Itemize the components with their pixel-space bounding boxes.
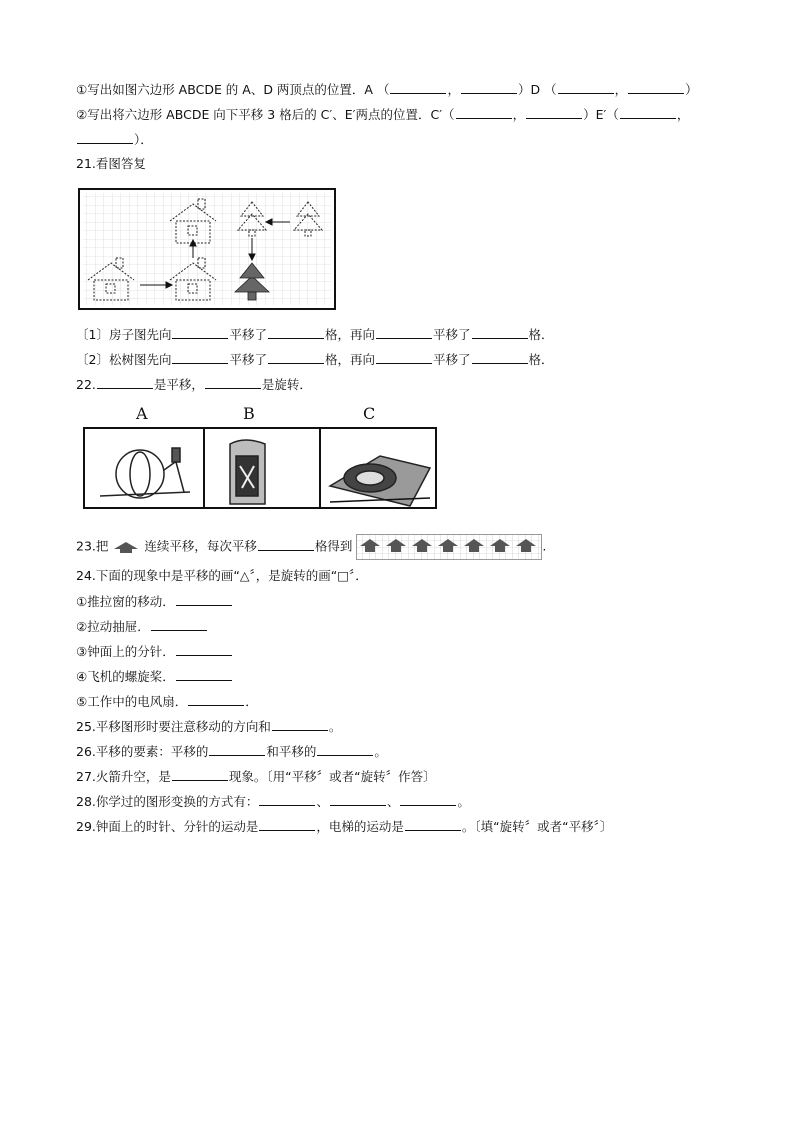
q21-text: 〔2〕松树图先向 <box>76 352 172 367</box>
q21-text: 格． <box>528 352 554 367</box>
q23-text: 格得到 <box>314 538 353 554</box>
label-a: A <box>136 404 148 423</box>
q26-text: 和平移的 <box>266 744 317 759</box>
label-c: C <box>363 404 376 423</box>
q21-p1 <box>76 325 554 344</box>
answer-blank[interactable] <box>405 817 461 831</box>
q28-text: 、 <box>316 794 329 809</box>
q21-text: 格，再向 <box>324 327 375 342</box>
roof-shape-icon <box>112 540 140 554</box>
answer-blank[interactable] <box>259 792 315 806</box>
answer-blank[interactable] <box>317 742 373 756</box>
q22-line <box>76 375 312 394</box>
answer-blank[interactable] <box>172 767 228 781</box>
q26-text: 。 <box>374 744 387 759</box>
answer-blank[interactable] <box>151 617 207 631</box>
answer-blank[interactable] <box>97 375 153 389</box>
q25-text: 。 <box>328 719 342 734</box>
label-b: B <box>243 404 255 423</box>
q24-item-text: ③钟面上的分针． <box>76 644 175 659</box>
q24-item-2 <box>76 617 208 636</box>
q20-text: ）E′（ <box>583 107 619 122</box>
answer-blank[interactable] <box>188 692 244 706</box>
q28-text: 。 <box>457 794 470 809</box>
q20-line2 <box>76 105 689 124</box>
answer-blank[interactable] <box>209 742 265 756</box>
answer-blank[interactable] <box>400 792 456 806</box>
q21-text: 平移了 <box>229 352 267 367</box>
answer-blank[interactable] <box>258 537 314 551</box>
q20-text: ）． <box>134 132 153 147</box>
q24-item-text: ④飞机的螺旋桨． <box>76 669 175 684</box>
answer-blank[interactable] <box>330 792 386 806</box>
q20-text: ， <box>676 107 690 122</box>
lottery-machine-icon <box>100 448 190 498</box>
q24-item-3 <box>76 642 233 661</box>
q20-line3 <box>76 130 153 149</box>
q20-text: ）D （ <box>517 82 557 97</box>
q22-text: 22. <box>76 377 96 392</box>
answer-blank[interactable] <box>390 80 446 94</box>
answer-blank[interactable] <box>628 80 684 94</box>
q20-text: ①写出如图六边形 ABCDE 的 A、D 两顶点的位置．A （ <box>76 82 390 97</box>
translated-roof-row <box>356 534 542 560</box>
q24-item-1 <box>76 592 233 611</box>
answer-blank[interactable] <box>620 105 676 119</box>
q21-text: 平移了 <box>433 352 471 367</box>
q24-item-text: ⑤工作中的电风扇． <box>76 694 188 709</box>
q20-text: ②写出将六边形 ABCDE 向下平移 3 格后的 C′、E′两点的位置．C′（ <box>76 107 455 122</box>
q21-text: 格． <box>528 327 554 342</box>
q24-item-5 <box>76 692 258 711</box>
answer-blank[interactable] <box>176 592 232 606</box>
q29-text: ，电梯的运动是 <box>316 819 404 834</box>
answer-blank[interactable] <box>205 375 261 389</box>
answer-blank[interactable] <box>77 130 133 144</box>
q21-title: 21.看图答复 <box>76 156 146 171</box>
answer-blank[interactable] <box>172 350 228 364</box>
q29-text: 。〔填“旋转〞或者“平移〞〕 <box>461 819 613 834</box>
q28-text: 28.你学过的图形变换的方式有： <box>76 794 259 809</box>
answer-blank[interactable] <box>558 80 614 94</box>
q21-text: 〔1〕房子图先向 <box>76 327 172 342</box>
answer-blank[interactable] <box>268 350 324 364</box>
answer-blank[interactable] <box>472 350 528 364</box>
q29-text: 29.钟面上的时针、分针的运动是 <box>76 819 259 834</box>
appliance-icon <box>230 440 265 504</box>
q27-line <box>76 767 436 786</box>
answer-blank[interactable] <box>526 105 582 119</box>
q21-text: 格，再向 <box>324 352 375 367</box>
answer-blank[interactable] <box>456 105 512 119</box>
abc-images <box>80 426 440 512</box>
answer-blank[interactable] <box>176 642 232 656</box>
q27-text: 27.火箭升空，是 <box>76 769 171 784</box>
q25-text: 25.平移图形时要注意移动的方向和 <box>76 719 271 734</box>
q28-line <box>76 792 470 811</box>
steering-wheel-icon <box>330 456 430 506</box>
answer-blank[interactable] <box>472 325 528 339</box>
q24-item-text: ①推拉窗的移动． <box>76 594 175 609</box>
answer-blank[interactable] <box>172 325 228 339</box>
q24-item-4 <box>76 667 233 686</box>
q22-text: 是平移， <box>153 377 204 392</box>
q28-text: 、 <box>386 794 400 809</box>
q23-text: 连续平移，每次平移 <box>144 538 257 554</box>
answer-blank[interactable] <box>461 80 517 94</box>
house-tree-grid-figure <box>78 188 336 310</box>
q26-text: 26.平移的要素：平移的 <box>76 744 209 759</box>
q20-text: ） <box>685 82 698 97</box>
answer-blank[interactable] <box>268 325 324 339</box>
q24-title: 24.下面的现象中是平移的画“△〞，是旋转的画“□〞． <box>76 568 368 583</box>
abc-picture-panel <box>80 404 440 512</box>
q24-text: ． <box>245 694 258 709</box>
q20-text: ， <box>614 82 628 97</box>
answer-blank[interactable] <box>272 717 328 731</box>
q23-text: . <box>542 538 547 554</box>
q21-p2 <box>76 350 554 369</box>
answer-blank[interactable] <box>176 667 232 681</box>
q21-text: 平移了 <box>229 327 267 342</box>
q26-line <box>76 742 387 761</box>
q29-line <box>76 817 612 836</box>
answer-blank[interactable] <box>259 817 315 831</box>
answer-blank[interactable] <box>376 325 432 339</box>
answer-blank[interactable] <box>376 350 432 364</box>
q20-text: ， <box>512 107 526 122</box>
q27-text: 现象。〔用“平移〞或者“旋转〞作答〕 <box>228 769 436 784</box>
q25-line <box>76 717 341 736</box>
q23-line <box>76 534 546 560</box>
q21-text: 平移了 <box>433 327 471 342</box>
q20-line1 <box>76 80 698 99</box>
q23-text: 23.把 <box>76 538 109 554</box>
q24-item-text: ②拉动抽屉． <box>76 619 150 634</box>
q22-text: 是旋转． <box>261 377 312 392</box>
q20-text: ， <box>447 82 460 97</box>
